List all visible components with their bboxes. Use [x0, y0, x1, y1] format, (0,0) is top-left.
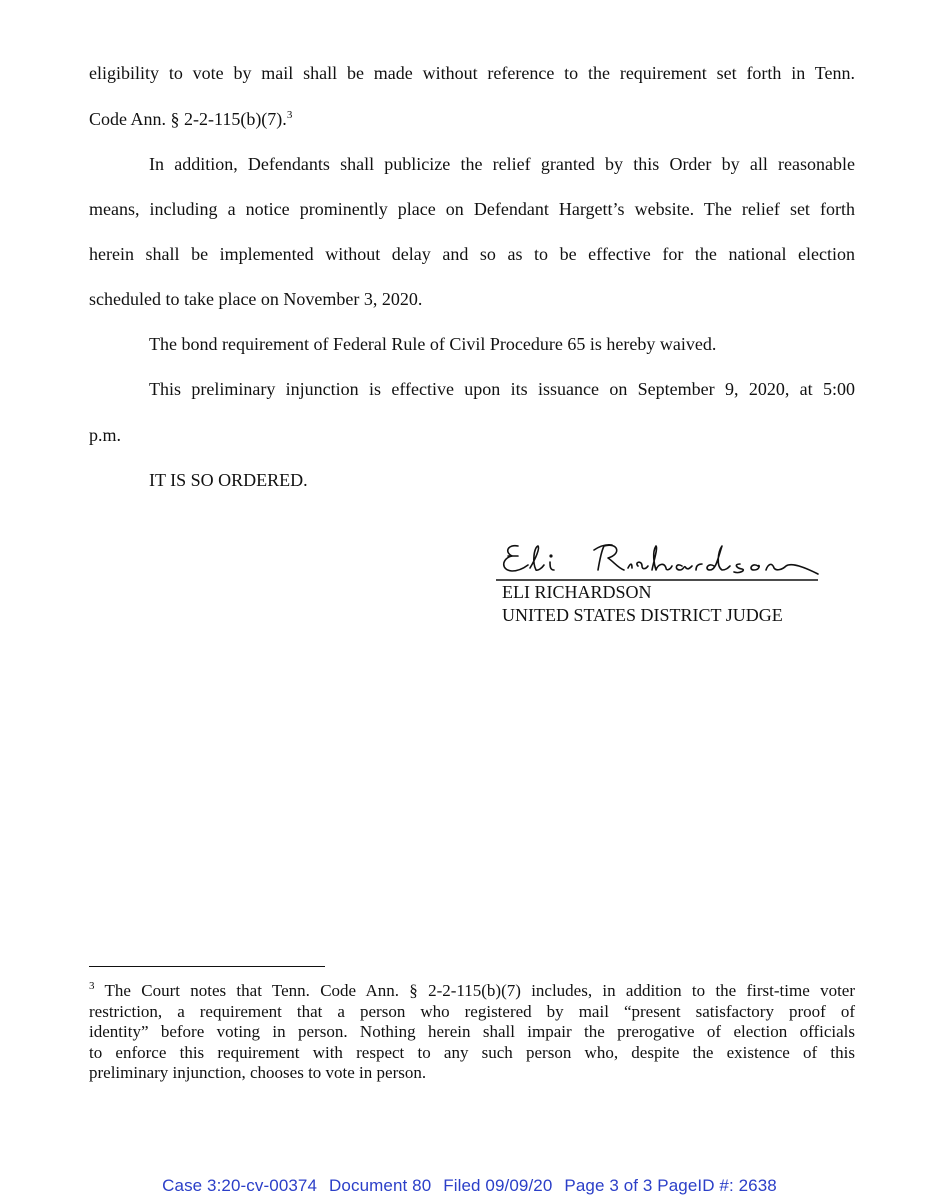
body-line: means, including a notice prominently place on Defendant Hargett’s website. The relief set forth: [89, 199, 855, 219]
filed-date: Filed 09/09/20: [443, 1176, 553, 1195]
case-number: Case 3:20-cv-00374: [162, 1176, 318, 1195]
footnote-number: 3: [89, 980, 95, 992]
page-info: Page 3 of 3 PageID #: 2638: [564, 1176, 777, 1195]
footnote-reference: 3: [286, 109, 293, 121]
footnote-line: restriction, a requirement that a person who registered by mail “present satisfactory proof of: [89, 1001, 855, 1021]
signature-image: [496, 538, 826, 586]
footnote-line: to enforce this requirement with respect to any such person who, despite the existence of this: [89, 1042, 855, 1062]
signer-title: UNITED STATES DISTRICT JUDGE: [502, 605, 783, 625]
body-line: This preliminary injunction is effective upon its issuance on September 9, 2020, at 5:00: [149, 379, 855, 399]
footnote-line: identity” before voting in person. Nothing herein shall impair the prerogative of election officials: [89, 1022, 855, 1041]
ecf-header-stamp: [0, 1176, 939, 1196]
signer-name: ELI RICHARDSON: [502, 582, 652, 602]
footnote-divider: [89, 966, 325, 967]
body-line: scheduled to take place on November 3, 2020.: [89, 289, 423, 309]
body-line: Code Ann. § 2-2-115(b)(7).$^3$: [89, 109, 293, 129]
body-line: eligibility to vote by mail shall be made without reference to the requirement set forth in Tenn.: [89, 63, 855, 83]
footnote-line: preliminary injunction, chooses to vote in person.: [89, 1063, 427, 1082]
body-line: The bond requirement of Federal Rule of Civil Procedure 65 is hereby waived.: [149, 334, 717, 354]
body-line: In addition, Defendants shall publicize the relief granted by this Order by all reasonable: [149, 154, 855, 174]
footnote-line: $^3$ The Court notes that Tenn. Code Ann. § 2-2-115(b)(7) includes, in addition to the first-time voter: [89, 980, 855, 1000]
document-number: Document 80: [329, 1176, 432, 1195]
footnote: [89, 981, 855, 1084]
body-line: p.m.: [89, 425, 122, 445]
so-ordered: IT IS SO ORDERED.: [149, 470, 308, 490]
body-line: herein shall be implemented without delay and so as to be effective for the national election: [89, 244, 855, 264]
